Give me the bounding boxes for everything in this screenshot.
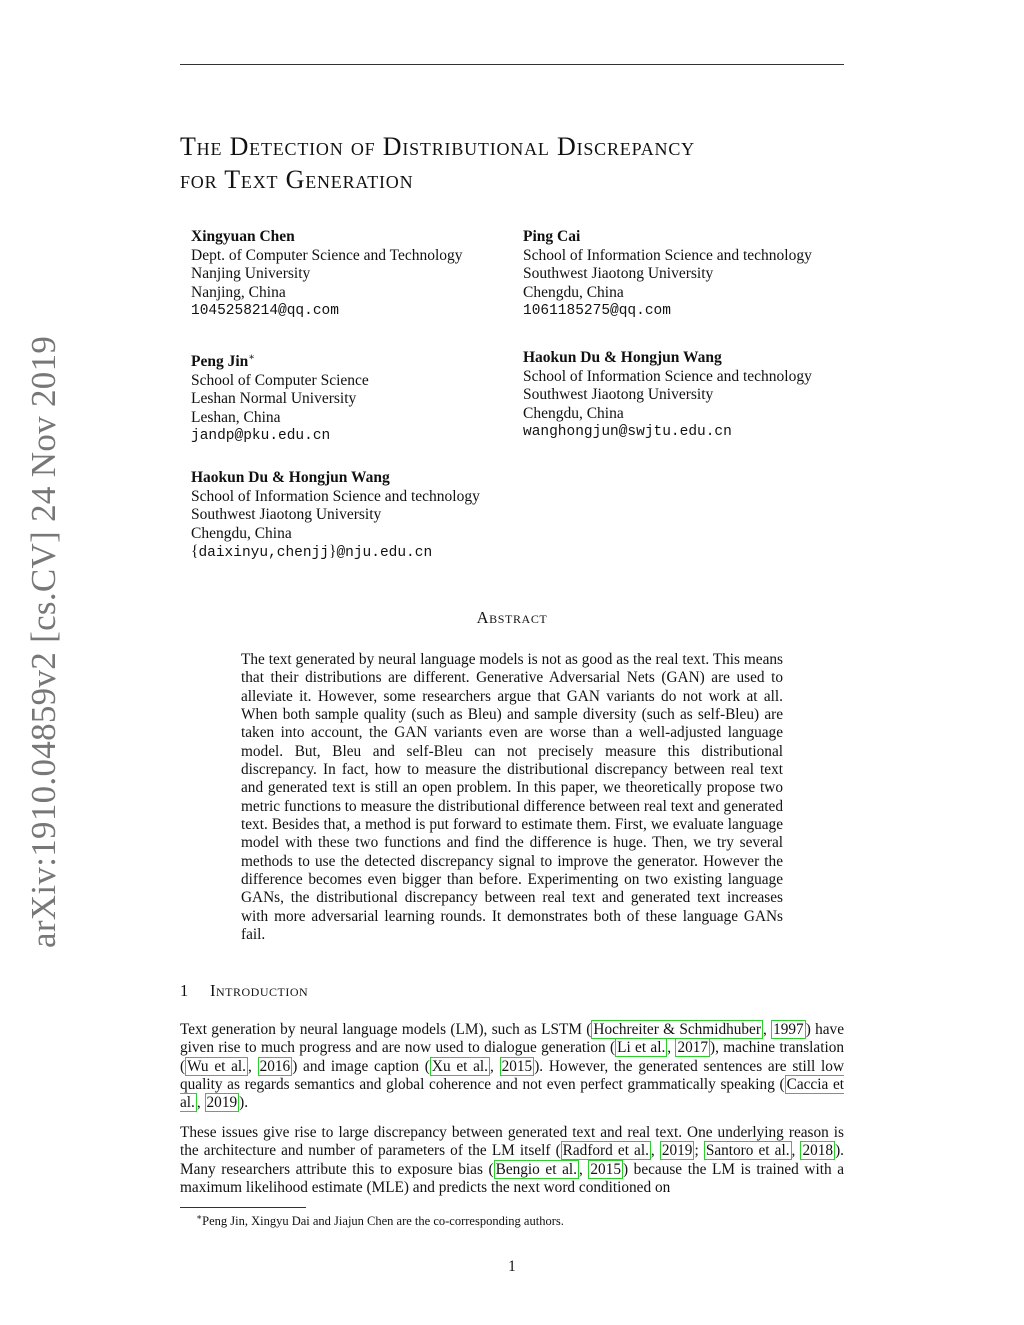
author-location: Chengdu, China: [523, 404, 624, 422]
citation-link[interactable]: Xu et al.: [431, 1057, 489, 1075]
author-name: Ping Cai: [523, 228, 581, 245]
author-affiliation: Dept. of Computer Science and Technology: [191, 246, 463, 264]
citation-link[interactable]: 2017: [677, 1039, 709, 1057]
footnote: [196, 1210, 564, 1229]
text-run: Text generation by neural language models (LM), such as LSTM (: [180, 1021, 592, 1038]
citation-link[interactable]: Hochreiter & Schmidhuber: [593, 1021, 761, 1038]
text-run: ,: [667, 1039, 676, 1057]
citation-link[interactable]: 2016: [259, 1057, 291, 1075]
citation-link[interactable]: 2015: [590, 1160, 621, 1178]
footnote-mark: ∗: [196, 1212, 203, 1222]
citation-link[interactable]: 2019: [661, 1142, 693, 1160]
citation-link[interactable]: Radford et al.: [562, 1142, 649, 1160]
text-run: ) and image caption (: [292, 1057, 430, 1075]
author-block-5: [191, 469, 480, 563]
text-run: ). However, the generated sentences are still low quality as regards semantics and global coherence and not even perfect grammatically speaking (: [180, 1057, 845, 1094]
abstract-heading: Abstract: [476, 608, 548, 627]
author-affiliation: School of Information Science and technology: [523, 367, 812, 385]
arxiv-identifier: arXiv:1910.04859v2 [cs.CV] 24 Nov 2019: [24, 335, 63, 948]
author-email: 1061185275@qq.com: [523, 303, 671, 319]
email-users: daixinyu,chenjj: [198, 545, 329, 561]
section-title: Introduction: [210, 981, 309, 1000]
author-location: Leshan, China: [191, 408, 281, 426]
text-run: ,: [762, 1021, 772, 1038]
author-block-1: [191, 228, 463, 321]
citation-link[interactable]: Li et al.: [617, 1039, 666, 1057]
author-location: Chengdu, China: [523, 283, 624, 301]
footnote-rule: [180, 1207, 306, 1208]
page-number: 1: [508, 1258, 516, 1275]
author-block-4: [523, 349, 812, 442]
citation-link[interactable]: Bengio et al.: [495, 1160, 577, 1178]
author-institution: Nanjing University: [191, 265, 311, 282]
author-affiliation: School of Information Science and technology: [523, 246, 812, 264]
citation-link[interactable]: 2018: [802, 1142, 834, 1160]
text-run: ,: [248, 1057, 258, 1075]
title-line-1: The Detection of Distributional Discrepancy: [180, 132, 695, 161]
text-run: ,: [578, 1160, 589, 1178]
footnote-mark: ∗: [248, 352, 256, 363]
citation-link[interactable]: Santoro et al.: [705, 1142, 790, 1160]
citation-link[interactable]: Wu et al.: [187, 1057, 246, 1075]
text-run: ,: [650, 1142, 660, 1160]
author-name: Xingyuan Chen: [191, 228, 295, 245]
author-name: [191, 349, 369, 372]
author-affiliation: School of Computer Science: [191, 371, 369, 389]
paper-title: [180, 130, 860, 196]
header-rule: [180, 64, 844, 65]
author-name: Haokun Du & Hongjun Wang: [523, 349, 722, 366]
text-run: ,: [196, 1094, 205, 1112]
citation-link[interactable]: Caccia et al.: [180, 1076, 844, 1112]
author-email: jandp@pku.edu.cn: [191, 428, 331, 445]
author-email: [191, 543, 480, 563]
text-run: ) because the LM is trained with a maximum likelihood estimate (MLE) and predicts the next word conditioned on: [180, 1160, 845, 1197]
citation-link[interactable]: 2019: [206, 1094, 238, 1112]
author-institution: Southwest Jiaotong University: [523, 265, 714, 282]
abstract-body: The text generated by neural language models is not as good as the real text. This means that their distributions are different. Generative Adversarial Nets (GAN) are used to alleviate it. However, some researchers argue that GAN variants do not work at all. When both sample quality (such as Bleu) and sample diversity (such as self-Bleu) are taken into account, the GAN variants even are worse than a well-adjusted language model. But, Bleu and self-Bleu can not precisely measure this distributional discrepancy. In fact, how to measure the distributional discrepancy between real text and generated text is still an open problem. In this paper, we theoretically propose two metric functions to measure the distributional difference between real text and generated text. Besides that, a method is put forward to estimate them. First, we evaluate language model with these two functions and find the difference is huge. Then, we try several methods to use the detected discrepancy signal to improve the generator. However the difference becomes even bigger than before. Experimenting on two existing language GANs, the distributional discrepancy between real text and generated text increases with more adversarial learning rounds. It demonstrates both of these language GANs fail.: [241, 651, 783, 944]
intro-paragraph-1: [180, 1021, 844, 1113]
author-location: Chengdu, China: [191, 524, 292, 542]
text-run: ;: [694, 1142, 704, 1160]
text-run: ,: [791, 1142, 801, 1160]
email-domain: @nju.edu.cn: [336, 545, 433, 561]
intro-paragraph-2: [180, 1124, 844, 1197]
title-line-2: for Text Generation: [180, 165, 414, 194]
author-email: 1045258214@qq.com: [191, 303, 339, 319]
footnote-text: Peng Jin, Xingyu Dai and Jiajun Chen are the co-corresponding authors.: [202, 1214, 564, 1229]
author-institution: Southwest Jiaotong University: [191, 506, 382, 523]
author-block-3: [191, 349, 369, 446]
email-brace-open: {: [191, 543, 199, 560]
author-location: Nanjing, China: [191, 283, 286, 301]
section-heading: [180, 981, 308, 1001]
citation-link[interactable]: 1997: [773, 1021, 804, 1038]
text-run: These issues give rise to large discrepancy between generated text and real text. One underlying reason is the architecture and number of parameters of the LM itself (: [180, 1124, 844, 1160]
citation-link[interactable]: 2015: [501, 1057, 533, 1075]
text-run: ).: [239, 1094, 249, 1112]
author-email: wanghongjun@swjtu.edu.cn: [523, 424, 732, 440]
author-affiliation: School of Information Science and technology: [191, 487, 480, 505]
author-name: Haokun Du & Hongjun Wang: [191, 469, 390, 486]
email-brace-close: }: [328, 543, 337, 560]
author-name-text: Peng Jin: [191, 353, 249, 371]
text-run: ), machine translation (: [180, 1039, 844, 1075]
section-number: 1: [180, 981, 189, 1000]
text-run: ) have given rise to much progress and are now used to dialogue generation (: [180, 1021, 844, 1057]
author-institution: Southwest Jiaotong University: [523, 386, 714, 403]
author-block-2: [523, 228, 812, 321]
text-run: ,: [490, 1057, 500, 1075]
author-institution: Leshan Normal University: [191, 390, 357, 408]
text-run: ). Many researchers attribute this to exposure bias (: [180, 1142, 844, 1178]
